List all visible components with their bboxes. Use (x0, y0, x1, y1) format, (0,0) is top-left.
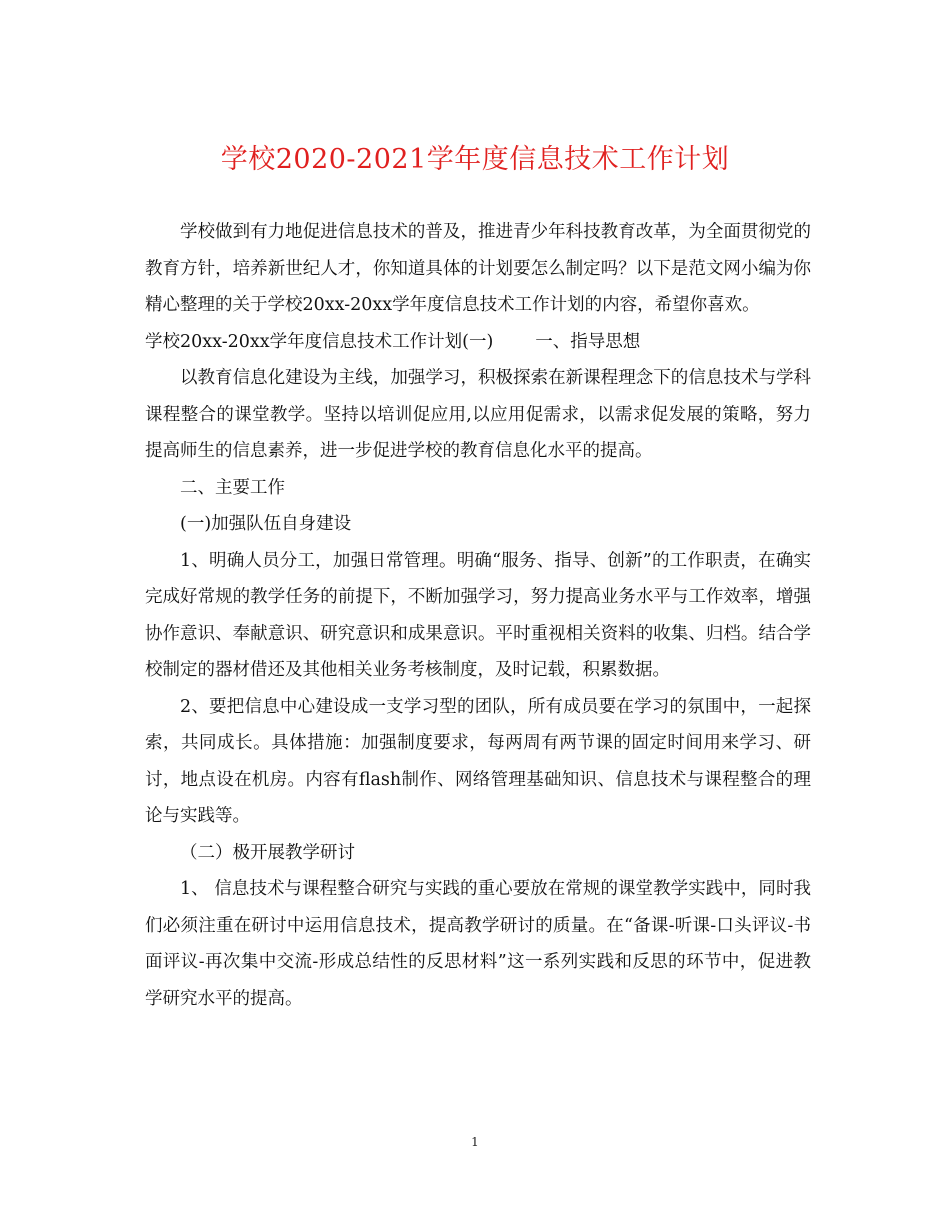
plan-heading: 学校20xx-20xx学年度信息技术工作计划(一) (145, 331, 494, 352)
plan-heading-line (145, 324, 811, 361)
section2-heading: 二、主要工作 (180, 477, 285, 498)
section1-heading: 一、指导思想 (535, 331, 641, 352)
page-number: 1 (471, 1135, 479, 1149)
document-title: 学校2020-2021学年度信息技术工作计划 (220, 144, 730, 175)
section1-paragraph: 以教育信息化建设为主线，加强学习，积极探索在新课程理念下的信息技术与学科课程整合的课堂教学。坚持以培训促应用,以应用促需求，以需求促发展的策略，努力提高师生的信息素养，进一步促进学校的教育信息化水平的提高。 (145, 368, 811, 461)
item2-paragraph: 2、要把信息中心建设成一支学习型的团队，所有成员要在学习的氛围中，一起探索，共同成长。具体措施：加强制度要求，每两周有两节课的固定时间用来学习、研讨，地点设在机房。内容有flash制作、网络管理基础知识、信息技术与课程整合的理论与实践等。 (145, 696, 811, 826)
intro-paragraph: 学校做到有力地促进信息技术的普及，推进青少年科技教育改革，为全面贯彻党的教育方针，培养新世纪人才，你知道具体的计划要怎么制定吗？以下是范文网小编为你精心整理的关于学校20xx-20xx学年度信息技术工作计划的内容，希望你喜欢。 (145, 222, 811, 315)
subsection2-heading: （二）极开展教学研讨 (180, 842, 355, 863)
item3-paragraph: 1、 信息技术与课程整合研究与实践的重心要放在常规的课堂教学实践中，同时我们必须注重在研讨中运用信息技术，提高教学研讨的质量。在“备课-听课-口头评议-书面评议-再次集中交流-形成总结性的反思材料”这一系列实践和反思的环节中，促进教学研究水平的提高。 (145, 879, 811, 1009)
document-body (145, 214, 811, 1017)
item1-paragraph: 1、明确人员分工，加强日常管理。明确“服务、指导、创新”的工作职责，在确实完成好常规的教学任务的前提下，不断加强学习，努力提高业务水平与工作效率，增强协作意识、奉献意识、研究意识和成果意识。平时重视相关资料的收集、归档。结合学校制定的器材借还及其他相关业务考核制度，及时记载，积累数据。 (145, 550, 811, 680)
subsection1-heading: (一)加强队伍自身建设 (180, 514, 352, 534)
